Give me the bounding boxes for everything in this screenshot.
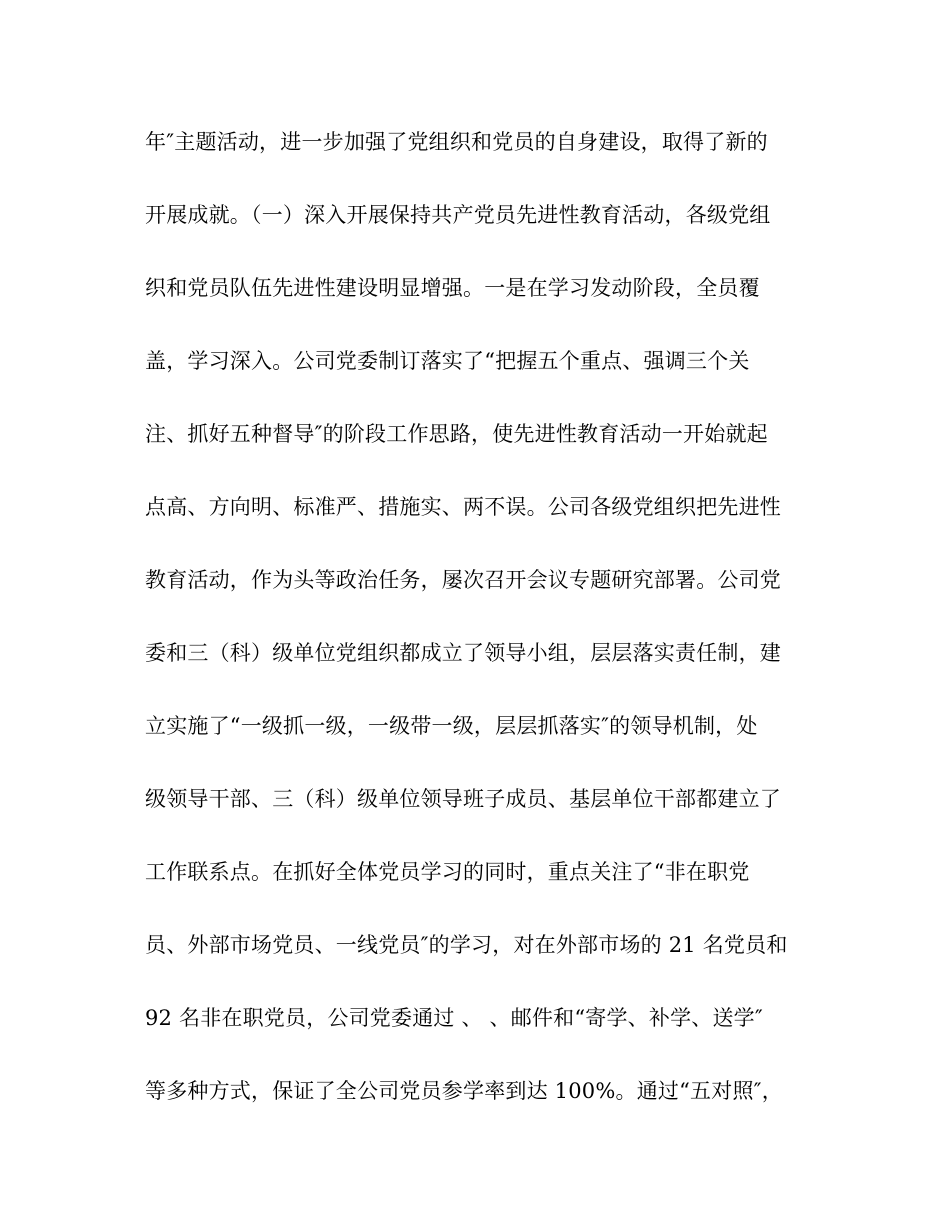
text-line-11: 工作联系点。在抓好全体党员学习的同时，重点关注了“非在职党 <box>145 860 750 884</box>
text-line-13: 92 名非在职党员，公司党委通过 、 、邮件和“寄学、补学、送学″ <box>145 1006 763 1030</box>
text-line-12: 员、外部市场党员、一线党员″的学习，对在外部市场的 21 名党员和 <box>145 933 788 957</box>
text-line-2: 开展成就。（一）深入开展保持共产党员先进性教育活动，各级党组 <box>145 203 771 227</box>
text-line-6: 点高、方向明、标准严、措施实、两不误。公司各级党组织把先进性 <box>145 495 781 519</box>
text-line-4: 盖，学习深入。公司党委制订落实了“把握五个重点、强调三个关 <box>145 349 750 373</box>
text-line-9: 立实施了“一级抓一级，一级带一级，层层抓落实″的领导机制，处 <box>145 714 758 738</box>
text-line-10: 级领导干部、三（科）级单位领导班子成员、基层单位干部都建立了 <box>145 787 781 811</box>
text-line-1: 年″主题活动，进一步加强了党组织和党员的自身建设，取得了新的 <box>145 130 768 154</box>
body-text <box>145 124 815 1146</box>
text-line-5: 注、抓好五种督导″的阶段工作思路，使先进性教育活动一开始就起 <box>145 422 768 446</box>
text-line-3: 织和党员队伍先进性建设明显增强。一是在学习发动阶段，全员覆 <box>145 276 760 300</box>
text-line-14: 等多种方式，保证了全公司党员参学率到达 100%。通过“五对照″， <box>145 1079 783 1103</box>
text-line-7: 教育活动，作为头等政治任务，屡次召开会议专题研究部署。公司党 <box>145 568 781 592</box>
text-line-8: 委和三（科）级单位党组织都成立了领导小组，层层落实责任制，建 <box>145 641 781 665</box>
